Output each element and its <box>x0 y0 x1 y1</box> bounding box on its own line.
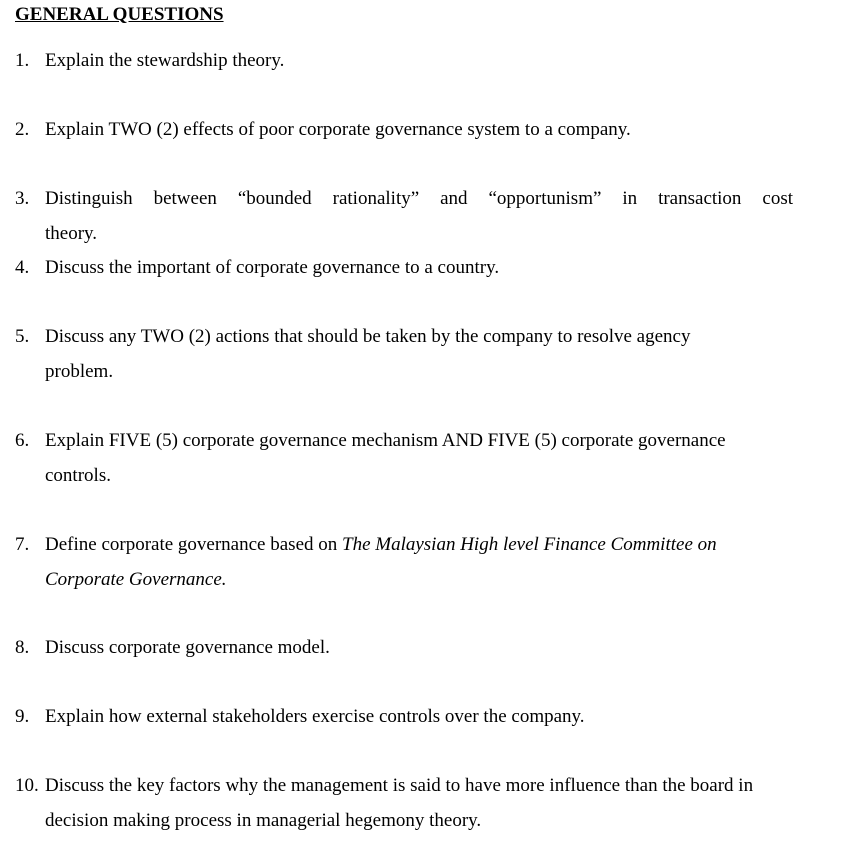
question-text: Explain the stewardship theory. <box>45 50 285 71</box>
question-text-line2: controls. <box>45 464 111 486</box>
question-number: 9. <box>15 706 30 727</box>
question-text-prefix: Define corporate governance based on <box>45 534 342 555</box>
question-number: 10. <box>15 775 39 796</box>
question-text <box>45 320 793 389</box>
section-heading: GENERAL QUESTIONS <box>15 4 224 25</box>
question-number: 6. <box>15 430 30 451</box>
question-text-line1: Distinguish between “bounded rationality” and “opportunism” in transaction cost <box>45 188 793 209</box>
question-text: Explain how external stakeholders exercise controls over the company. <box>45 706 585 727</box>
question-item <box>15 320 793 389</box>
question-text-line1: Discuss the key factors why the management is said to have more influence than the board in <box>45 775 754 796</box>
question-item <box>15 182 793 251</box>
question-text-line2: decision making process in managerial hegemony theory. <box>45 809 482 831</box>
question-number: 2. <box>15 119 30 140</box>
question-text-line1: Discuss any TWO (2) actions that should be taken by the company to resolve agency <box>45 326 691 347</box>
committee-name-line2: Corporate Governance. <box>45 568 227 590</box>
question-text <box>45 182 793 251</box>
question-number: 7. <box>15 534 30 555</box>
question-number: 1. <box>15 50 30 71</box>
question-item <box>15 631 793 666</box>
question-text-line2: problem. <box>45 360 114 382</box>
question-number: 4. <box>15 257 30 278</box>
question-text: Explain TWO (2) effects of poor corporate governance system to a company. <box>45 119 631 140</box>
question-text-line1: Explain FIVE (5) corporate governance mechanism AND FIVE (5) corporate governance <box>45 430 726 451</box>
question-item <box>15 251 793 286</box>
question-text-line2: theory. <box>45 222 98 244</box>
question-item <box>15 424 793 493</box>
question-item <box>15 700 793 735</box>
question-item <box>15 528 793 597</box>
question-text <box>45 528 793 597</box>
question-item <box>15 113 793 148</box>
question-text <box>45 769 793 838</box>
question-text: Discuss corporate governance model. <box>45 637 330 658</box>
question-item <box>15 44 793 79</box>
question-text <box>45 424 793 493</box>
question-number: 3. <box>15 188 30 209</box>
question-number: 8. <box>15 637 30 658</box>
question-item <box>15 769 793 838</box>
question-text: Discuss the important of corporate governance to a country. <box>45 257 500 278</box>
question-number: 5. <box>15 326 30 347</box>
committee-name-line1: The Malaysian High level Finance Committee on <box>342 534 717 555</box>
